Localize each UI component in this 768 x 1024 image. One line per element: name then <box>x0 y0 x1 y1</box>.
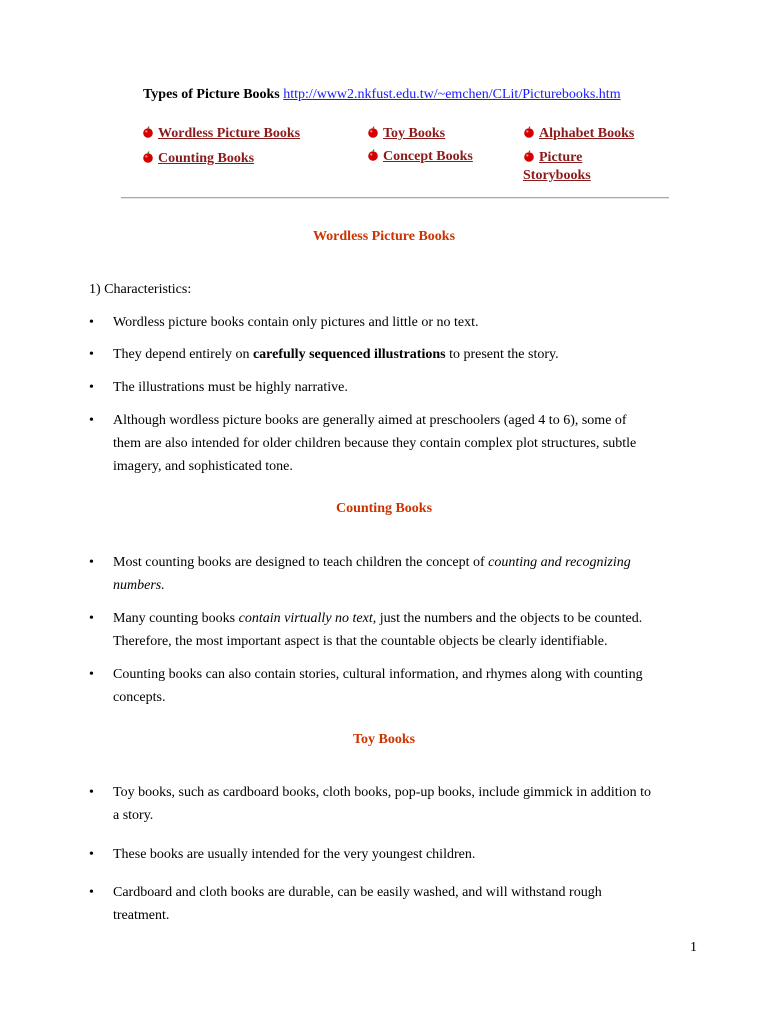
list-item-text: Toy books, such as cardboard books, cloth books, pop-up books, include gimmick in addition to a story. <box>113 785 651 823</box>
nav-link-alphabet[interactable] <box>523 126 634 142</box>
nav-link-toy[interactable] <box>367 126 445 142</box>
nav-link-storybooks[interactable] <box>523 149 591 185</box>
list-item-text: Wordless picture books contain only pictures and little or no text. <box>113 315 479 330</box>
page-number: 1 <box>690 940 697 955</box>
nav-label: Wordless Picture Books <box>158 126 301 141</box>
source-url-link[interactable]: http://www2.nkfust.edu.tw/~emchen/CLit/Picturebooks.htm <box>283 87 621 102</box>
section-heading-counting: Counting Books <box>335 501 433 516</box>
title-line <box>143 87 621 103</box>
characteristics-label: 1) Characteristics: <box>89 282 192 297</box>
nav-label-line2: Storybooks <box>523 168 591 183</box>
nav-label: Toy Books <box>383 126 446 141</box>
section-heading-wordless: Wordless Picture Books <box>312 229 456 244</box>
bullet-icon: • <box>89 611 94 626</box>
list-item-text: These books are usually intended for the very youngest children. <box>113 847 476 862</box>
red-apple-icon <box>367 149 379 161</box>
bullet-icon: • <box>89 347 94 362</box>
list-item-text: Most counting books are designed to teach children the concept of counting and recognizing numbers. <box>113 555 631 593</box>
nav-link-concept[interactable] <box>367 149 473 165</box>
nav-label: Concept Books <box>383 149 473 164</box>
bullet-icon: • <box>89 885 94 900</box>
list-item-text: Counting books can also contain stories, cultural information, and rhymes along with counting concepts. <box>113 667 643 705</box>
bullet-icon: • <box>89 380 94 395</box>
red-apple-icon <box>523 150 535 162</box>
red-apple-icon <box>142 126 154 138</box>
nav-link-wordless[interactable] <box>142 126 300 142</box>
red-apple-icon <box>367 126 379 138</box>
emphasis-bold: carefully sequenced illustrations <box>252 347 446 362</box>
nav-link-counting[interactable] <box>142 151 254 167</box>
bullet-icon: • <box>89 785 94 800</box>
nav-label: Counting Books <box>158 151 255 166</box>
list-item-text: The illustrations must be highly narrative. <box>113 380 348 395</box>
list-item-text: Many counting books contain virtually no text, just the numbers and the objects to be counted. Therefore, the most important aspect is that the countable objects be clearly identifiable. <box>113 611 643 649</box>
bullet-icon: • <box>89 667 94 682</box>
emphasis-italic: numbers. <box>113 578 165 593</box>
emphasis-italic: contain virtually no text <box>238 611 373 626</box>
section-heading-toy: Toy Books <box>352 732 416 747</box>
list-item-text: They depend entirely on carefully sequenced illustrations to present the story. <box>113 347 559 362</box>
red-apple-icon <box>142 151 154 163</box>
page-title: Types of Picture Books <box>143 87 280 102</box>
red-apple-icon <box>523 126 535 138</box>
horizontal-rule <box>121 197 669 199</box>
nav-label: Alphabet Books <box>539 126 635 141</box>
list-item-text: Cardboard and cloth books are durable, can be easily washed, and will withstand rough treatment. <box>113 885 602 923</box>
bullet-icon: • <box>89 555 94 570</box>
bullet-icon: • <box>89 315 94 330</box>
bullet-icon: • <box>89 413 94 428</box>
emphasis-italic: counting and recognizing <box>488 555 631 570</box>
nav-label: Picture <box>539 150 583 165</box>
bullet-icon: • <box>89 847 94 862</box>
list-item-text: Although wordless picture books are generally aimed at preschoolers (aged 4 to 6), some of them are also intended for older children because they contain complex plot structures, subtle imagery, and sophisticated tone. <box>113 413 637 474</box>
